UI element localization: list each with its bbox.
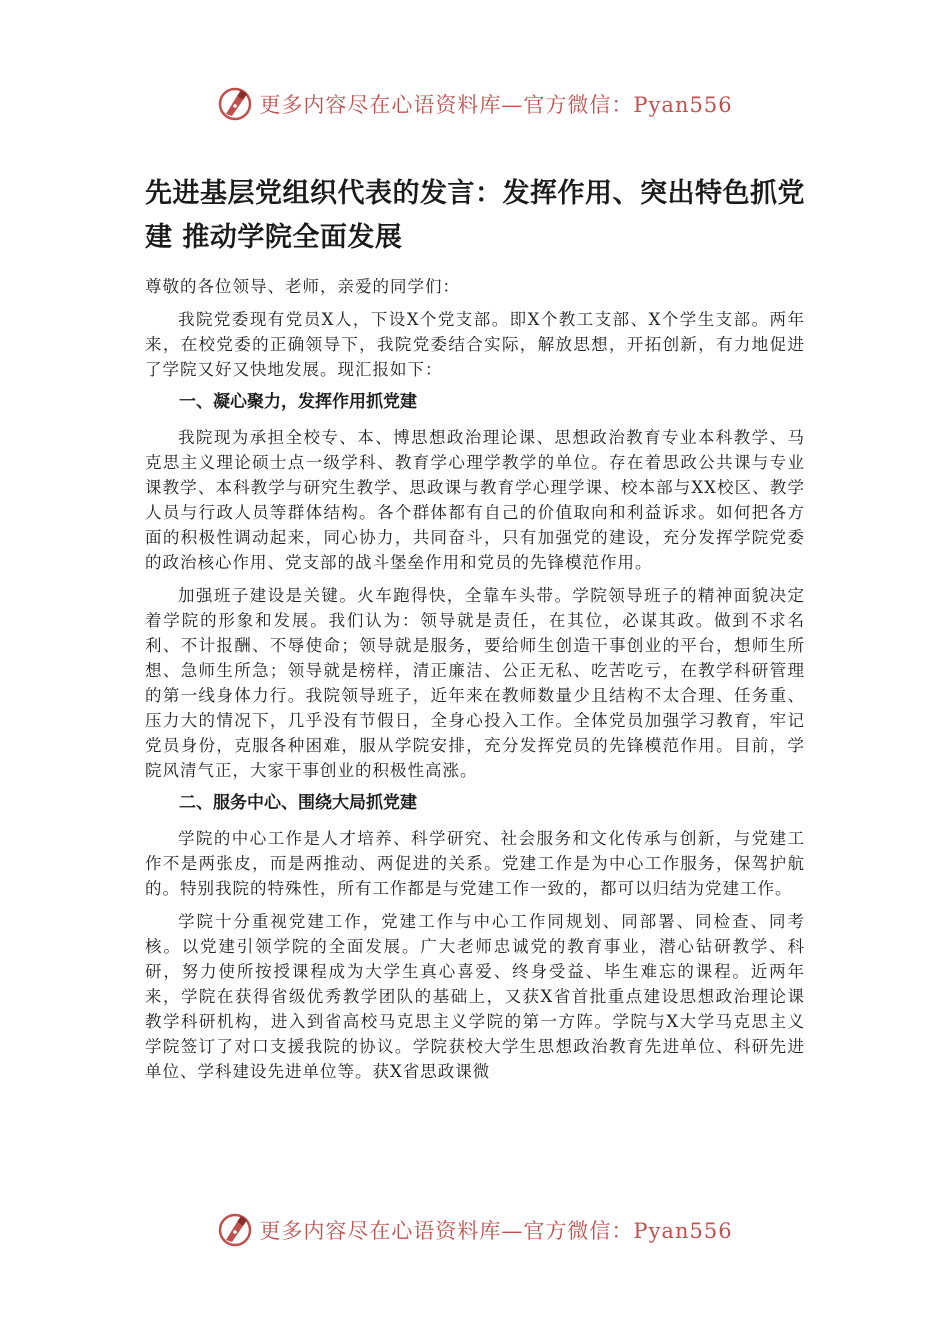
section-heading: 一、凝心聚力，发挥作用抓党建: [179, 392, 417, 412]
paragraph: 学院的中心工作是人才培养、科学研究、社会服务和文化传承与创新，与党建工作不是两张皮，而是两推动、两促进的关系。党建工作是为中心工作服务，保驾护航的。特别我院的特殊性，所有工作都是与党建工作一致的，都可以归结为党建工作。: [145, 829, 805, 898]
paragraph: 学院十分重视党建工作，党建工作与中心工作同规划、同部署、同检查、同考核。以党建引领学院的全面发展。广大老师忠诚党的教育事业，潜心钻研教学、科研，努力使所按授课程成为大学生真心喜爱、终身受益、毕生难忘的课程。近两年来，学院在获得省级优秀教学团队的基础上，又获X省首批重点建设思想政治理论课教学科研机构，进入到省高校马克思主义学院的第一方阵。学院与X大学马克思主义学院签订了对口支援我院的协议。学院获校大学生思想政治教育先进单位、科研先进单位、学科建设先进单位等。获X省思政课微: [145, 912, 805, 1081]
document-body: [145, 172, 805, 1092]
greeting: 尊敬的各位领导、老师，亲爱的同学们：: [145, 277, 460, 296]
pen-nib-logo-icon: [217, 1212, 253, 1248]
footer-banner: [0, 1210, 950, 1250]
pen-nib-logo-icon: [217, 86, 253, 122]
intro-paragraph: 我院党委现有党员X人，下设X个党支部。即X个教工支部、X个学生支部。两年来，在校党委的正确领导下，我院党委结合实际，解放思想，开拓创新，有力地促进了学院又好又快地发展。现汇报如下：: [145, 310, 805, 379]
banner-text: 更多内容尽在心语资料库—官方微信：Pyan556: [259, 93, 733, 117]
section-heading: 二、服务中心、围绕大局抓党建: [179, 793, 417, 813]
banner-text: 更多内容尽在心语资料库—官方微信：Pyan556: [259, 1219, 733, 1243]
header-banner: [0, 84, 950, 124]
paragraph: 我院现为承担全校专、本、博思想政治理论课、思想政治教育专业本科教学、马克思主义理论硕士点一级学科、教育学心理学教学的单位。存在着思政公共课与专业课教学、本科教学与研究生教学、思政课与教育学心理学课、校本部与XX校区、教学人员与行政人员等群体结构。各个群体都有自己的价值取向和利益诉求。如何把各方面的积极性调动起来，同心协力，共同奋斗，只有加强党的建设，充分发挥学院党委的政治核心作用、党支部的战斗堡垒作用和党员的先锋模范作用。: [145, 428, 805, 572]
paragraph: 加强班子建设是关键。火车跑得快，全靠车头带。学院领导班子的精神面貌决定着学院的形象和发展。我们认为：领导就是责任，在其位，必谋其政。做到不求名利、不计报酬、不辱使命；领导就是服务，要给师生创造干事创业的平台，想师生所想、急师生所急；领导就是榜样，清正廉洁、公正无私、吃苦吃亏，在教学科研管理的第一线身体力行。我院领导班子，近年来在教师数量少且结构不太合理、任务重、压力大的情况下，几乎没有节假日，全身心投入工作。全体党员加强学习教育，牢记党员身份，克服各种困难，服从学院安排，充分发挥党员的先锋模范作用。目前，学院风清气正，大家干事创业的积极性高涨。: [145, 586, 805, 780]
document-title: 先进基层党组织代表的发言：发挥作用、突出特色抓党建 推动学院全面发展: [145, 178, 805, 253]
